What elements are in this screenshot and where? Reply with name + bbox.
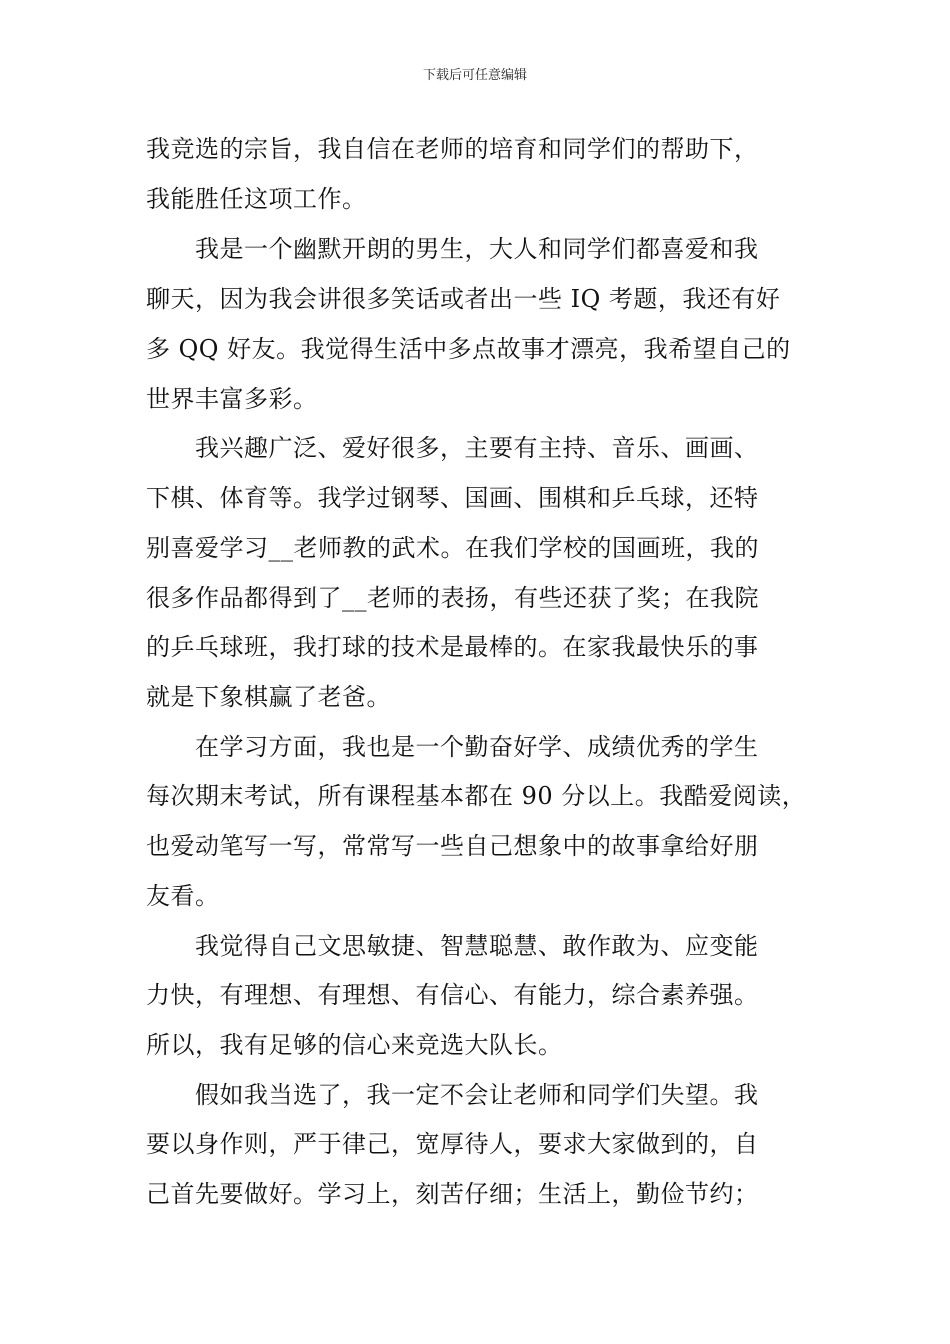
text-line: 下棋、体育等。我学过钢琴、国画、围棋和乒乓球，还特	[146, 484, 759, 512]
text-line: 我能胜任这项工作。	[146, 185, 367, 213]
text-line: 的乒乓球班，我打球的技术是最棒的。在家我最快乐的事	[146, 633, 759, 661]
text-line: 就是下象棋赢了老爸。	[146, 683, 391, 711]
text-line: 别喜爱学习__老师教的武术。在我们学校的国画班，我的	[146, 534, 759, 562]
text-line: 聊天，因为我会讲很多笑话或者出一些 IQ 考题，我还有好	[146, 285, 781, 313]
text-line: 我是一个幽默开朗的男生，大人和同学们都喜爱和我	[146, 235, 759, 263]
page-header: 下载后可任意编辑	[422, 68, 527, 83]
text-line: 在学习方面，我也是一个勤奋好学、成绩优秀的学生	[146, 733, 759, 761]
text-line: 友看。	[146, 882, 220, 910]
text-line: 世界丰富多彩。	[146, 385, 318, 413]
text-line: 我觉得自己文思敏捷、智慧聪慧、敢作敢为、应变能	[146, 932, 759, 960]
text-line: 我兴趣广泛、爱好很多，主要有主持、音乐、画画、	[146, 434, 759, 462]
text-line: 也爱动笔写一写，常常写一些自己想象中的故事拿给好朋	[146, 832, 759, 860]
text-line: 多 QQ 好友。我觉得生活中多点故事才漂亮，我希望自己的	[146, 335, 791, 363]
text-line: 己首先要做好。学习上，刻苦仔细；生活上，勤俭节约；	[146, 1180, 759, 1208]
text-line: 要以身作则，严于律己，宽厚待人，要求大家做到的，自	[146, 1130, 759, 1158]
text-line: 很多作品都得到了__老师的表扬，有些还获了奖；在我院	[146, 584, 759, 612]
text-line: 假如我当选了，我一定不会让老师和同学们失望。我	[146, 1081, 759, 1109]
text-line: 所以，我有足够的信心来竞选大队长。	[146, 1031, 563, 1059]
text-line: 我竞选的宗旨，我自信在老师的培育和同学们的帮助下，	[146, 135, 759, 163]
text-line: 每次期末考试，所有课程基本都在 90 分以上。我酷爱阅读，	[146, 782, 807, 810]
text-line: 力快，有理想、有理想、有信心、有能力，综合素养强。	[146, 981, 759, 1009]
